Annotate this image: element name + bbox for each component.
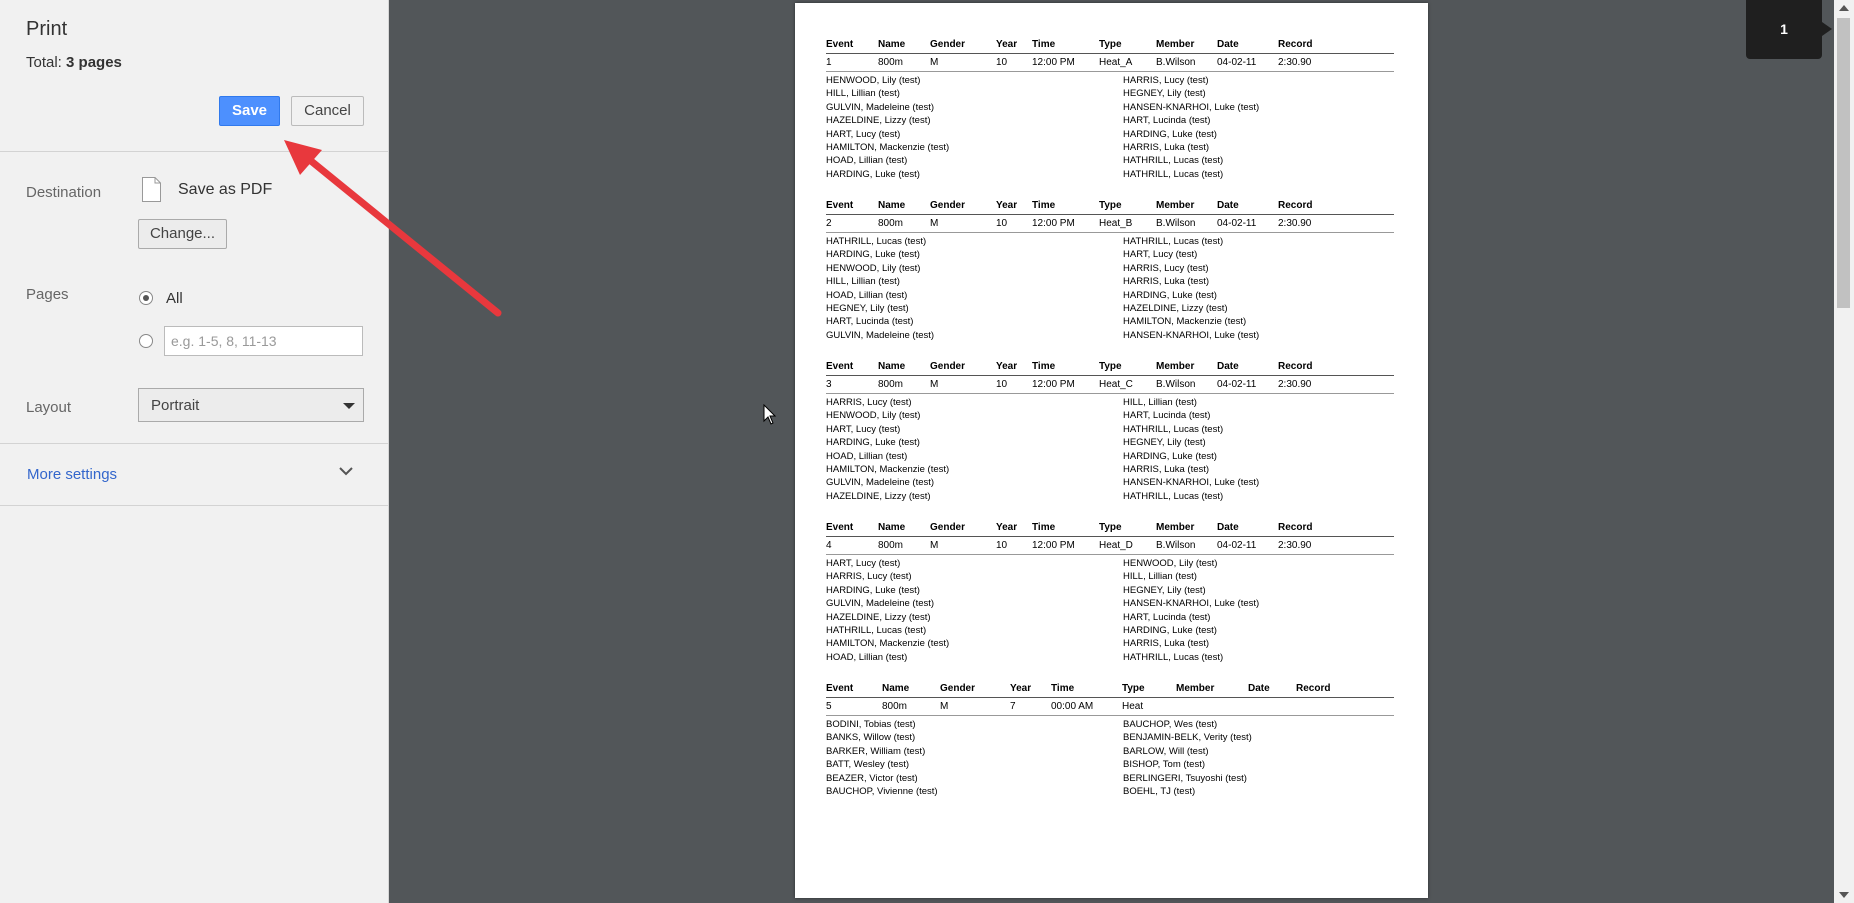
event-cell: 5 <box>826 701 832 712</box>
event-data-row <box>826 218 1394 233</box>
print-settings-panel <box>0 0 389 903</box>
participant-name: HART, Lucy (test) <box>826 423 901 435</box>
participant-name: HATHRILL, Lucas (test) <box>826 236 927 247</box>
event-data-row <box>826 57 1394 72</box>
participant-name: BERLINGERI, Tsuyoshi (test) <box>1123 772 1247 784</box>
participant-name: HEGNEY, Lily (test) <box>1123 88 1206 100</box>
event-header-row <box>826 683 1394 698</box>
column-header: Name <box>878 361 906 372</box>
event-cell: 2:30.90 <box>1278 57 1312 68</box>
participant-list-left <box>826 396 949 503</box>
event-cell: B.Wilson <box>1156 540 1196 551</box>
event-header-row <box>826 361 1394 376</box>
event-cell: 04-02-11 <box>1217 218 1257 229</box>
more-settings-link[interactable]: More settings <box>27 466 118 483</box>
column-header: Time <box>1032 200 1056 211</box>
event-cell: 12:00 PM <box>1032 540 1075 551</box>
participant-name: HART, Lucinda (test) <box>1123 611 1211 623</box>
participant-name: HARDING, Luke (test) <box>826 168 920 180</box>
column-header: Gender <box>940 683 976 694</box>
column-header: Name <box>878 522 906 533</box>
event-cell: 800m <box>878 57 904 68</box>
pages-custom-radio[interactable] <box>139 334 153 348</box>
event-cell: 800m <box>878 379 904 390</box>
participant-name: HARRIS, Luka (test) <box>1123 276 1210 288</box>
participant-name: HATHRILL, Lucas (test) <box>1123 236 1224 247</box>
column-header: Member <box>1156 200 1195 211</box>
participant-list-left <box>826 557 949 664</box>
participant-name: HARRIS, Lucy (test) <box>826 571 912 583</box>
column-header: Gender <box>930 361 966 372</box>
column-header: Record <box>1278 39 1313 50</box>
participant-name: HEGNEY, Lily (test) <box>826 303 909 315</box>
event-cell: 3 <box>826 379 832 390</box>
dialog-title: Print <box>26 18 68 40</box>
column-header: Type <box>1099 361 1122 372</box>
participant-name: HARDING, Luke (test) <box>1123 625 1217 637</box>
event-cell: 4 <box>826 540 832 551</box>
participant-name: HILL, Lillian (test) <box>826 88 900 100</box>
participant-name: HATHRILL, Lucas (test) <box>1123 423 1224 435</box>
layout-label: Layout <box>26 399 72 416</box>
participant-name: HAZELDINE, Lizzy (test) <box>826 115 931 127</box>
layout-value: Portrait <box>151 397 200 414</box>
pages-all-label: All <box>166 290 183 307</box>
participant-name: GULVIN, Madeleine (test) <box>826 329 935 341</box>
event-cell: 12:00 PM <box>1032 379 1075 390</box>
participant-name: BODINI, Tobias (test) <box>826 719 916 730</box>
participant-name: HENWOOD, Lily (test) <box>826 262 921 274</box>
destination-label: Destination <box>26 184 102 201</box>
participant-name: HAZELDINE, Lizzy (test) <box>826 490 931 502</box>
participant-name: HEGNEY, Lily (test) <box>1123 437 1206 449</box>
caret-down-icon <box>343 403 355 409</box>
total-prefix: Total: <box>26 54 62 71</box>
event-cell: 1 <box>826 57 832 68</box>
event-header-row <box>826 39 1394 54</box>
participant-name: HARDING, Luke (test) <box>1123 450 1217 462</box>
event-cell: 10 <box>996 540 1008 551</box>
participant-name: HAMILTON, Mackenzie (test) <box>826 142 950 154</box>
column-header: Year <box>996 39 1018 50</box>
column-header: Record <box>1278 361 1313 372</box>
participant-name: HART, Lucinda (test) <box>1123 410 1211 422</box>
event-cell: 2 <box>826 218 832 229</box>
event-cell: 12:00 PM <box>1032 57 1075 68</box>
participant-name: HENWOOD, Lily (test) <box>826 75 921 86</box>
event-cell: 2:30.90 <box>1278 379 1312 390</box>
event-cell: M <box>930 540 939 551</box>
event-cell: 800m <box>878 218 904 229</box>
cancel-button[interactable]: Cancel <box>291 96 364 126</box>
event-data-row <box>826 540 1394 555</box>
scroll-up-icon[interactable] <box>1839 5 1849 11</box>
column-header: Date <box>1217 39 1239 50</box>
participant-name: HENWOOD, Lily (test) <box>826 410 921 422</box>
participant-name: HART, Lucinda (test) <box>826 316 914 328</box>
participant-list-left <box>826 235 934 342</box>
participant-name: HAZELDINE, Lizzy (test) <box>826 611 931 623</box>
event-cell: M <box>930 218 939 229</box>
event-cell: Heat_C <box>1099 379 1133 390</box>
participant-name: BATT, Wesley (test) <box>826 759 910 771</box>
participant-name: BEAZER, Victor (test) <box>826 772 918 784</box>
event-cell: 04-02-11 <box>1217 57 1257 68</box>
print-preview-page <box>795 3 1428 898</box>
participant-list-right <box>1123 718 1252 798</box>
participant-name: HANSEN-KNARHOI, Luke (test) <box>1123 477 1260 489</box>
participant-name: HATHRILL, Lucas (test) <box>1123 155 1224 167</box>
column-header: Type <box>1122 683 1145 694</box>
participant-name: HARDING, Luke (test) <box>826 249 920 261</box>
column-header: Name <box>878 39 906 50</box>
event-cell: 7 <box>1010 701 1016 712</box>
column-header: Name <box>878 200 906 211</box>
participant-name: HAMILTON, Mackenzie (test) <box>826 464 950 476</box>
participant-name: HART, Lucy (test) <box>826 558 901 569</box>
participant-name: HATHRILL, Lucas (test) <box>1123 490 1224 502</box>
column-header: Member <box>1176 683 1215 694</box>
participant-name: HARRIS, Lucy (test) <box>826 397 912 408</box>
participant-name: HARRIS, Lucy (test) <box>1123 262 1209 274</box>
column-header: Member <box>1156 39 1195 50</box>
event-cell: 2:30.90 <box>1278 218 1312 229</box>
participant-name: HARRIS, Lucy (test) <box>1123 75 1209 86</box>
page-number-indicator: 1 <box>1746 0 1822 59</box>
participant-list-left <box>826 718 938 798</box>
participant-name: HANSEN-KNARHOI, Luke (test) <box>1123 598 1260 610</box>
column-header: Event <box>826 200 854 211</box>
participant-name: HATHRILL, Lucas (test) <box>826 625 927 637</box>
column-header: Gender <box>930 39 966 50</box>
participant-name: BANKS, Willow (test) <box>826 732 916 744</box>
participant-name: BAUCHOP, Vivienne (test) <box>826 786 938 798</box>
participant-name: BARKER, William (test) <box>826 745 926 757</box>
column-header: Time <box>1032 361 1056 372</box>
participant-list-left <box>826 74 949 181</box>
event-cell: B.Wilson <box>1156 218 1196 229</box>
column-header: Year <box>1010 683 1032 694</box>
column-header: Date <box>1217 361 1239 372</box>
participant-name: HENWOOD, Lily (test) <box>1123 558 1218 569</box>
column-header: Event <box>826 683 854 694</box>
participant-name: BARLOW, Will (test) <box>1123 745 1209 757</box>
scroll-thumb[interactable] <box>1837 18 1850 308</box>
layout-select[interactable] <box>138 388 364 422</box>
column-header: Type <box>1099 522 1122 533</box>
column-header: Year <box>996 200 1018 211</box>
participant-name: HOAD, Lillian (test) <box>826 450 908 462</box>
participant-name: HART, Lucinda (test) <box>1123 115 1211 127</box>
column-header: Date <box>1248 683 1270 694</box>
participant-list-right <box>1123 557 1259 664</box>
event-cell: 10 <box>996 379 1008 390</box>
participant-list-right <box>1123 396 1259 503</box>
participant-name: HAMILTON, Mackenzie (test) <box>826 638 950 650</box>
participant-name: HARRIS, Luka (test) <box>1123 464 1210 476</box>
participant-name: BOEHL, TJ (test) <box>1123 786 1196 798</box>
participant-name: GULVIN, Madeleine (test) <box>826 598 935 610</box>
event-cell: 800m <box>878 540 904 551</box>
event-cell: Heat_B <box>1099 218 1133 229</box>
column-header: Record <box>1296 683 1331 694</box>
column-header: Event <box>826 39 854 50</box>
divider <box>0 505 388 506</box>
event-cell: M <box>930 57 939 68</box>
event-cell: Heat_A <box>1099 57 1133 68</box>
participant-list-right <box>1123 235 1259 342</box>
column-header: Record <box>1278 200 1313 211</box>
event-cell: Heat_D <box>1099 540 1133 551</box>
participant-name: HAMILTON, Mackenzie (test) <box>1123 316 1247 328</box>
event-cell: 04-02-11 <box>1217 540 1257 551</box>
column-header: Name <box>882 683 910 694</box>
participant-name: HAZELDINE, Lizzy (test) <box>1123 303 1228 315</box>
document-icon <box>142 177 161 202</box>
event-cell: 10 <box>996 218 1008 229</box>
column-header: Type <box>1099 39 1122 50</box>
event-header-row <box>826 200 1394 215</box>
preview-scrollbar[interactable] <box>1834 0 1854 903</box>
event-cell: 12:00 PM <box>1032 218 1075 229</box>
pages-range-input[interactable] <box>164 326 363 356</box>
event-cell: B.Wilson <box>1156 379 1196 390</box>
save-button[interactable]: Save <box>219 96 280 126</box>
participant-name: BAUCHOP, Wes (test) <box>1123 719 1218 730</box>
participant-name: HARDING, Luke (test) <box>1123 289 1217 301</box>
column-header: Type <box>1099 200 1122 211</box>
pages-all-radio[interactable] <box>139 291 153 305</box>
participant-name: BENJAMIN-BELK, Verity (test) <box>1123 732 1252 744</box>
column-header: Gender <box>930 200 966 211</box>
column-header: Date <box>1217 200 1239 211</box>
participant-name: HILL, Lillian (test) <box>1123 571 1197 583</box>
scroll-down-icon[interactable] <box>1839 892 1849 898</box>
event-data-row <box>826 379 1394 394</box>
destination-value: Save as PDF <box>178 181 273 198</box>
participant-name: HATHRILL, Lucas (test) <box>1123 651 1224 663</box>
event-cell: 2:30.90 <box>1278 540 1312 551</box>
participant-name: HART, Lucy (test) <box>1123 249 1198 261</box>
participant-name: GULVIN, Madeleine (test) <box>826 101 935 113</box>
participant-name: HILL, Lillian (test) <box>1123 397 1197 408</box>
participant-name: BISHOP, Tom (test) <box>1123 759 1206 771</box>
event-cell: Heat <box>1122 701 1144 712</box>
divider <box>0 151 388 152</box>
participant-name: HOAD, Lillian (test) <box>826 289 908 301</box>
event-cell: 04-02-11 <box>1217 379 1257 390</box>
column-header: Date <box>1217 522 1239 533</box>
participant-list-right <box>1123 74 1259 181</box>
event-header-row <box>826 522 1394 537</box>
change-destination-button[interactable]: Change... <box>138 219 227 249</box>
column-header: Year <box>996 522 1018 533</box>
mouse-cursor-icon <box>763 404 777 426</box>
participant-name: HILL, Lillian (test) <box>826 276 900 288</box>
participant-name: HANSEN-KNARHOI, Luke (test) <box>1123 329 1260 341</box>
divider <box>0 443 388 444</box>
event-cell: 00:00 AM <box>1051 701 1094 712</box>
participant-name: HART, Lucy (test) <box>826 128 901 140</box>
participant-name: HARRIS, Luka (test) <box>1123 638 1210 650</box>
total-pages <box>26 54 122 71</box>
event-cell: M <box>940 701 949 712</box>
event-cell: 10 <box>996 57 1008 68</box>
column-header: Event <box>826 522 854 533</box>
pages-label: Pages <box>26 286 69 303</box>
event-data-row <box>826 701 1394 716</box>
chevron-down-icon[interactable] <box>338 464 354 478</box>
column-header: Event <box>826 361 854 372</box>
event-cell: M <box>930 379 939 390</box>
participant-name: HANSEN-KNARHOI, Luke (test) <box>1123 101 1260 113</box>
participant-name: GULVIN, Madeleine (test) <box>826 477 935 489</box>
participant-name: HOAD, Lillian (test) <box>826 155 908 167</box>
participant-name: HOAD, Lillian (test) <box>826 651 908 663</box>
participant-name: HEGNEY, Lily (test) <box>1123 584 1206 596</box>
total-value: 3 pages <box>66 54 122 71</box>
column-header: Year <box>996 361 1018 372</box>
column-header: Time <box>1032 522 1056 533</box>
column-header: Record <box>1278 522 1313 533</box>
column-header: Member <box>1156 361 1195 372</box>
column-header: Member <box>1156 522 1195 533</box>
participant-name: HARDING, Luke (test) <box>1123 128 1217 140</box>
event-cell: 800m <box>882 701 908 712</box>
participant-name: HATHRILL, Lucas (test) <box>1123 168 1224 180</box>
column-header: Time <box>1032 39 1056 50</box>
column-header: Gender <box>930 522 966 533</box>
participant-name: HARDING, Luke (test) <box>826 584 920 596</box>
event-cell: B.Wilson <box>1156 57 1196 68</box>
participant-name: HARDING, Luke (test) <box>826 437 920 449</box>
participant-name: HARRIS, Luka (test) <box>1123 142 1210 154</box>
column-header: Time <box>1051 683 1075 694</box>
